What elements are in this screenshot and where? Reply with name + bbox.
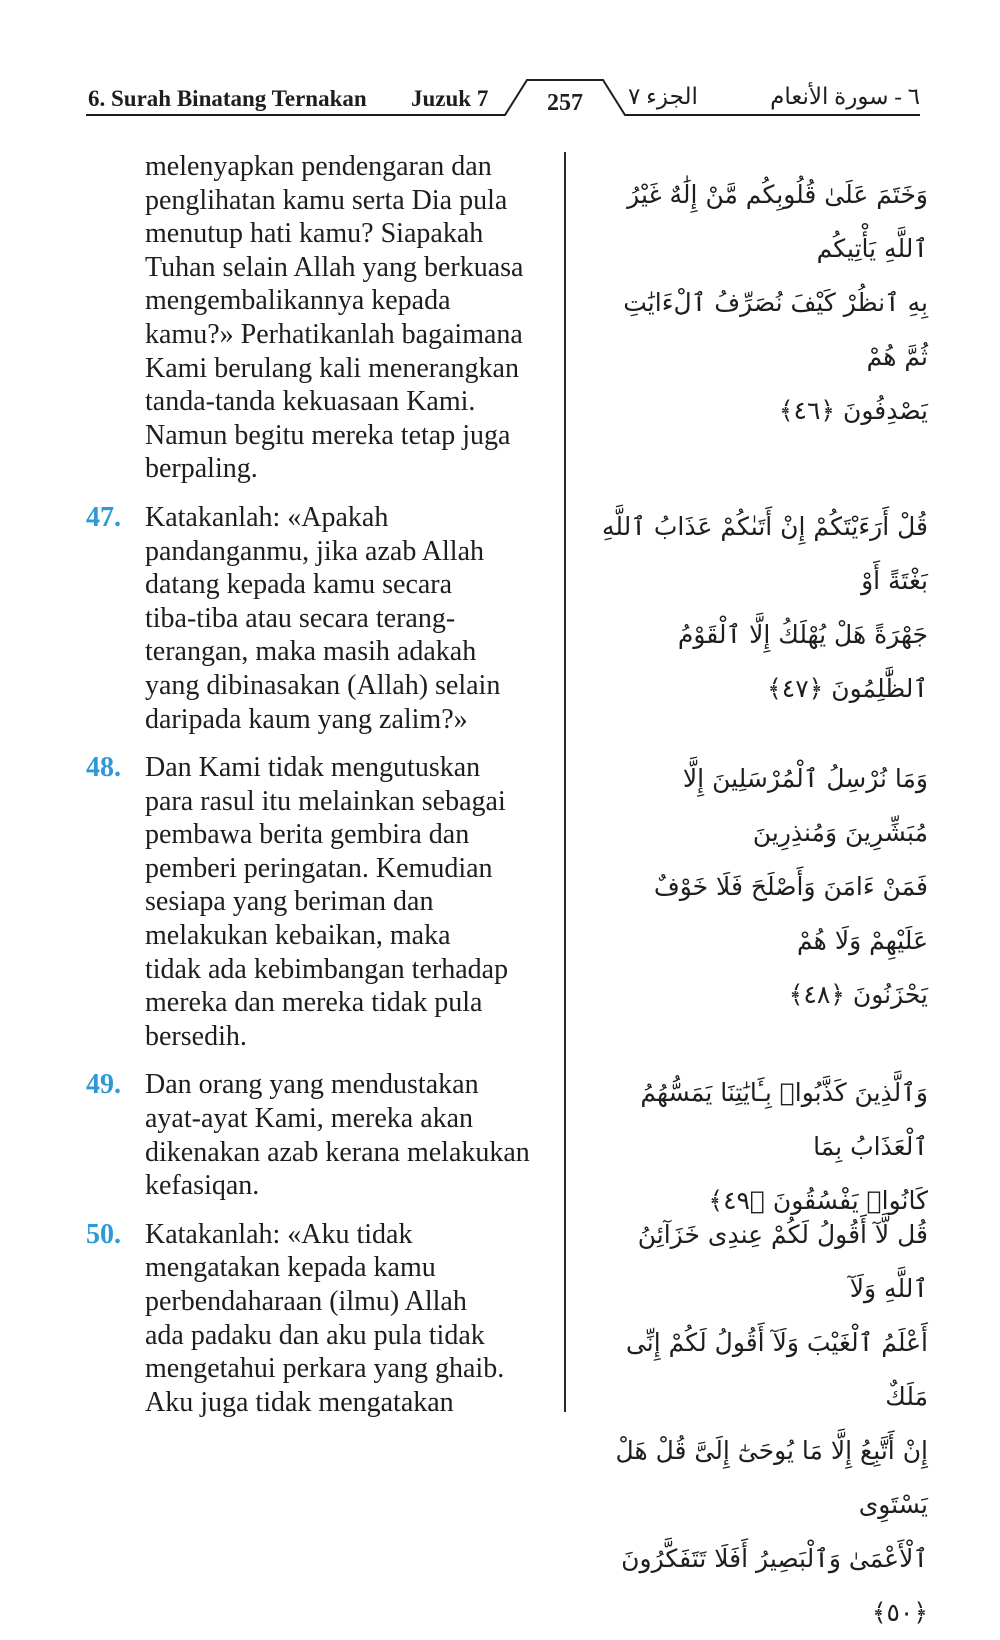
verse-continuation — [86, 150, 561, 486]
verse-48 — [86, 751, 561, 1053]
surah-title: 6. Surah Binatang Ternakan — [88, 86, 367, 111]
arabic-verse-46: وَخَتَمَ عَلَىٰ قُلُوبِكُم مَّنْ إِلَٰهٌ غَيْرُ ٱللَّهِ يَأْتِيكُم بِهِ ٱنظُرْ كَيْفَ نُصَرِّفُ ٱلْءَايَٰتِ ثُمَّ هُمْ يَصْدِفُونَ ﴿٤٦﴾ — [623, 180, 928, 425]
page-header — [0, 0, 1000, 130]
verse-text: Katakanlah: «Apakah pandanganmu, jika azab Allah datang kepada kamu secara tiba-tiba atau secara terang- terangan, maka masih adakah yang dibinasakan (Allah) selain daripada kaum yang zalim?» — [145, 501, 501, 735]
verse-text: Dan orang yang mendustakan ayat-ayat Kami, mereka akan dikenakan azab kerana melakukan kefasiqan. — [145, 1069, 530, 1202]
arabic-verse-48: وَمَا نُرْسِلُ ٱلْمُرْسَلِينَ إِلَّا مُبَشِّرِينَ وَمُنذِرِينَ فَمَنْ ءَامَنَ وَأَصْلَحَ فَلَا خَوْفٌ عَلَيْهِمْ وَلَا هُمْ يَحْزَنُونَ ﴿٤٨﴾ — [653, 764, 928, 1009]
verse-text: Katakanlah: «Aku tidak mengatakan kepada kamu perbendaharaan (ilmu) Allah ada padaku dan aku pula tidak mengetahui perkara yang ghaib. Aku juga tidak mengatakan — [145, 1218, 505, 1418]
verse-47 — [86, 501, 561, 736]
arabic-verse-50: قُل لَّآ أَقُولُ لَكُمْ عِندِى خَزَآئِنُ ٱللَّهِ وَلَآ أَعْلَمُ ٱلْغَيْبَ وَلَآ أَقُولُ لَكُمْ إِنِّى مَلَكٌ إِنْ أَتَّبِعُ إِلَّا مَا يُوحَىٰٓ إِلَىَّ قُلْ هَلْ يَسْتَوِى ٱلْأَعْمَىٰ وَٱلْبَصِيرُ أَفَلَا تَتَفَكَّرُونَ ﴿٥٠﴾ — [615, 1220, 928, 1627]
page-number: 257 — [547, 90, 583, 116]
header-rule — [0, 0, 1000, 130]
verse-number: 48. — [86, 752, 121, 784]
verse-number: 50. — [86, 1218, 121, 1250]
juz-arabic: الجزء ٧ — [628, 84, 698, 109]
verse-50 — [86, 1218, 561, 1420]
verse-49 — [86, 1068, 561, 1202]
arabic-verse-47: قُلْ أَرَءَيْتَكُمْ إِنْ أَتَىٰكُمْ عَذَابُ ٱللَّهِ بَغْتَةً أَوْ جَهْرَةً هَلْ يُهْلَكُ إِلَّا ٱلْقَوْمُ ٱلظَّٰلِمُونَ ﴿٤٧﴾ — [601, 512, 928, 703]
juzuk-label: Juzuk 7 — [411, 86, 489, 111]
arabic-verse-49: وَٱلَّذِينَ كَذَّبُوا۟ بِـَٔايَٰتِنَا يَمَسُّهُمُ ٱلْعَذَابُ بِمَا كَانُوا۟ يَفْسُقُونَ ﴿٤٩﴾ — [640, 1078, 928, 1215]
verse-text: Dan Kami tidak mengutuskan para rasul itu melainkan sebagai pembawa berita gembira dan pemberi peringatan. Kemudian sesiapa yang beriman dan melakukan kebaikan, maka tidak ada kebimbangan terhadap mereka dan mereka tidak pula bersedih. — [145, 752, 509, 1052]
verse-number: 47. — [86, 501, 121, 533]
surah-title-arabic: ٦ - سورة الأنعام — [770, 84, 920, 109]
verse-text: melenyapkan pendengaran dan penglihatan kamu serta Dia pula menutup hati kamu? Siapakah Tuhan selain Allah yang berkuasa mengembalikannya kepada kamu?» Perhatikanlah bagaimana Kami berulang kali menerangkan tanda-tanda kekuasaan Kami. Namun begitu mereka tetap juga berpaling. — [145, 151, 524, 485]
verse-number: 49. — [86, 1069, 121, 1101]
translation-column — [86, 150, 561, 1419]
column-divider — [564, 152, 566, 1412]
